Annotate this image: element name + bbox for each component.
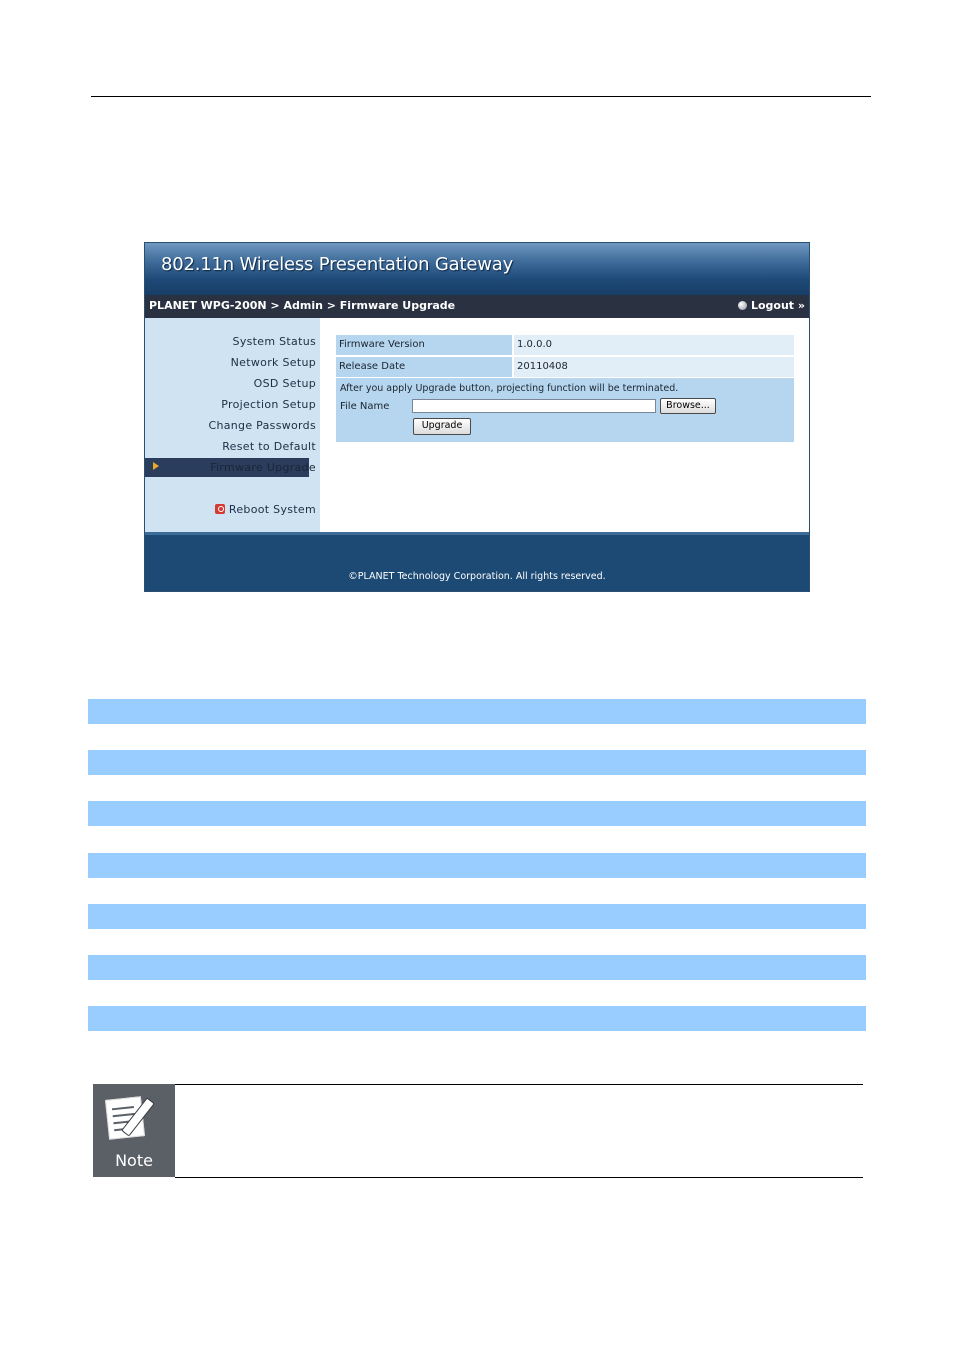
sidebar-item-system-status[interactable]: System Status — [232, 335, 316, 348]
release-date-label: Release Date — [339, 361, 406, 372]
page-header-rule — [91, 96, 871, 97]
release-date-value: 20110408 — [517, 361, 568, 372]
firmware-version-label: Firmware Version — [339, 339, 425, 350]
table-row — [88, 1006, 866, 1031]
main-panel — [320, 318, 809, 532]
breadcrumb: PLANET WPG-200N > Admin > Firmware Upgrade — [149, 299, 456, 312]
logout-link[interactable] — [738, 299, 805, 312]
firmware-version-value: 1.0.0.0 — [517, 339, 552, 350]
note-rule-top — [175, 1084, 863, 1085]
firmware-version-row — [336, 335, 794, 355]
sidebar-item-reset-to-default[interactable]: Reset to Default — [222, 440, 316, 453]
sidebar-item-reboot-system[interactable] — [215, 503, 316, 516]
power-icon — [215, 504, 225, 514]
note-icon — [93, 1084, 175, 1177]
table-row — [88, 853, 866, 878]
firmware-version-value-cell — [514, 335, 794, 355]
upgrade-warning: After you apply Upgrade button, projecting function will be terminated. — [340, 383, 679, 394]
sidebar-item-change-passwords[interactable]: Change Passwords — [208, 419, 316, 432]
banner — [145, 243, 809, 295]
note-label: Note — [115, 1151, 153, 1170]
sidebar — [145, 318, 320, 532]
table-row — [88, 904, 866, 929]
footer — [145, 532, 809, 591]
reboot-label: Reboot System — [228, 503, 316, 516]
logout-icon — [738, 301, 747, 310]
table-row — [88, 699, 866, 724]
firmware-version-label-cell — [336, 335, 512, 355]
active-arrow-icon — [153, 462, 159, 470]
upgrade-form — [336, 378, 794, 442]
copyright-text: ©PLANET Technology Corporation. All rights reserved. — [348, 571, 606, 582]
sidebar-item-osd-setup[interactable]: OSD Setup — [253, 377, 316, 390]
logout-label: Logout » — [750, 299, 805, 312]
sidebar-item-network-setup[interactable]: Network Setup — [230, 356, 316, 369]
file-name-input[interactable] — [412, 399, 656, 413]
note-rule-bottom — [175, 1177, 863, 1178]
release-date-value-cell — [514, 357, 794, 377]
notepad-line — [112, 1106, 134, 1110]
sidebar-item-firmware-upgrade-label: Firmware Upgrade — [210, 461, 316, 474]
breadcrumb-bar — [145, 295, 809, 318]
firmware-upgrade-screenshot — [144, 242, 810, 592]
release-date-row — [336, 357, 794, 377]
upgrade-button[interactable]: Upgrade — [413, 418, 471, 435]
banner-title: 802.11n Wireless Presentation Gateway — [161, 254, 514, 275]
table-row — [88, 801, 866, 826]
browse-button[interactable]: Browse... — [660, 398, 716, 414]
release-date-label-cell — [336, 357, 512, 377]
sidebar-item-projection-setup[interactable]: Projection Setup — [221, 398, 316, 411]
table-row — [88, 955, 866, 980]
file-name-label: File Name — [340, 401, 390, 412]
table-row — [88, 750, 866, 775]
